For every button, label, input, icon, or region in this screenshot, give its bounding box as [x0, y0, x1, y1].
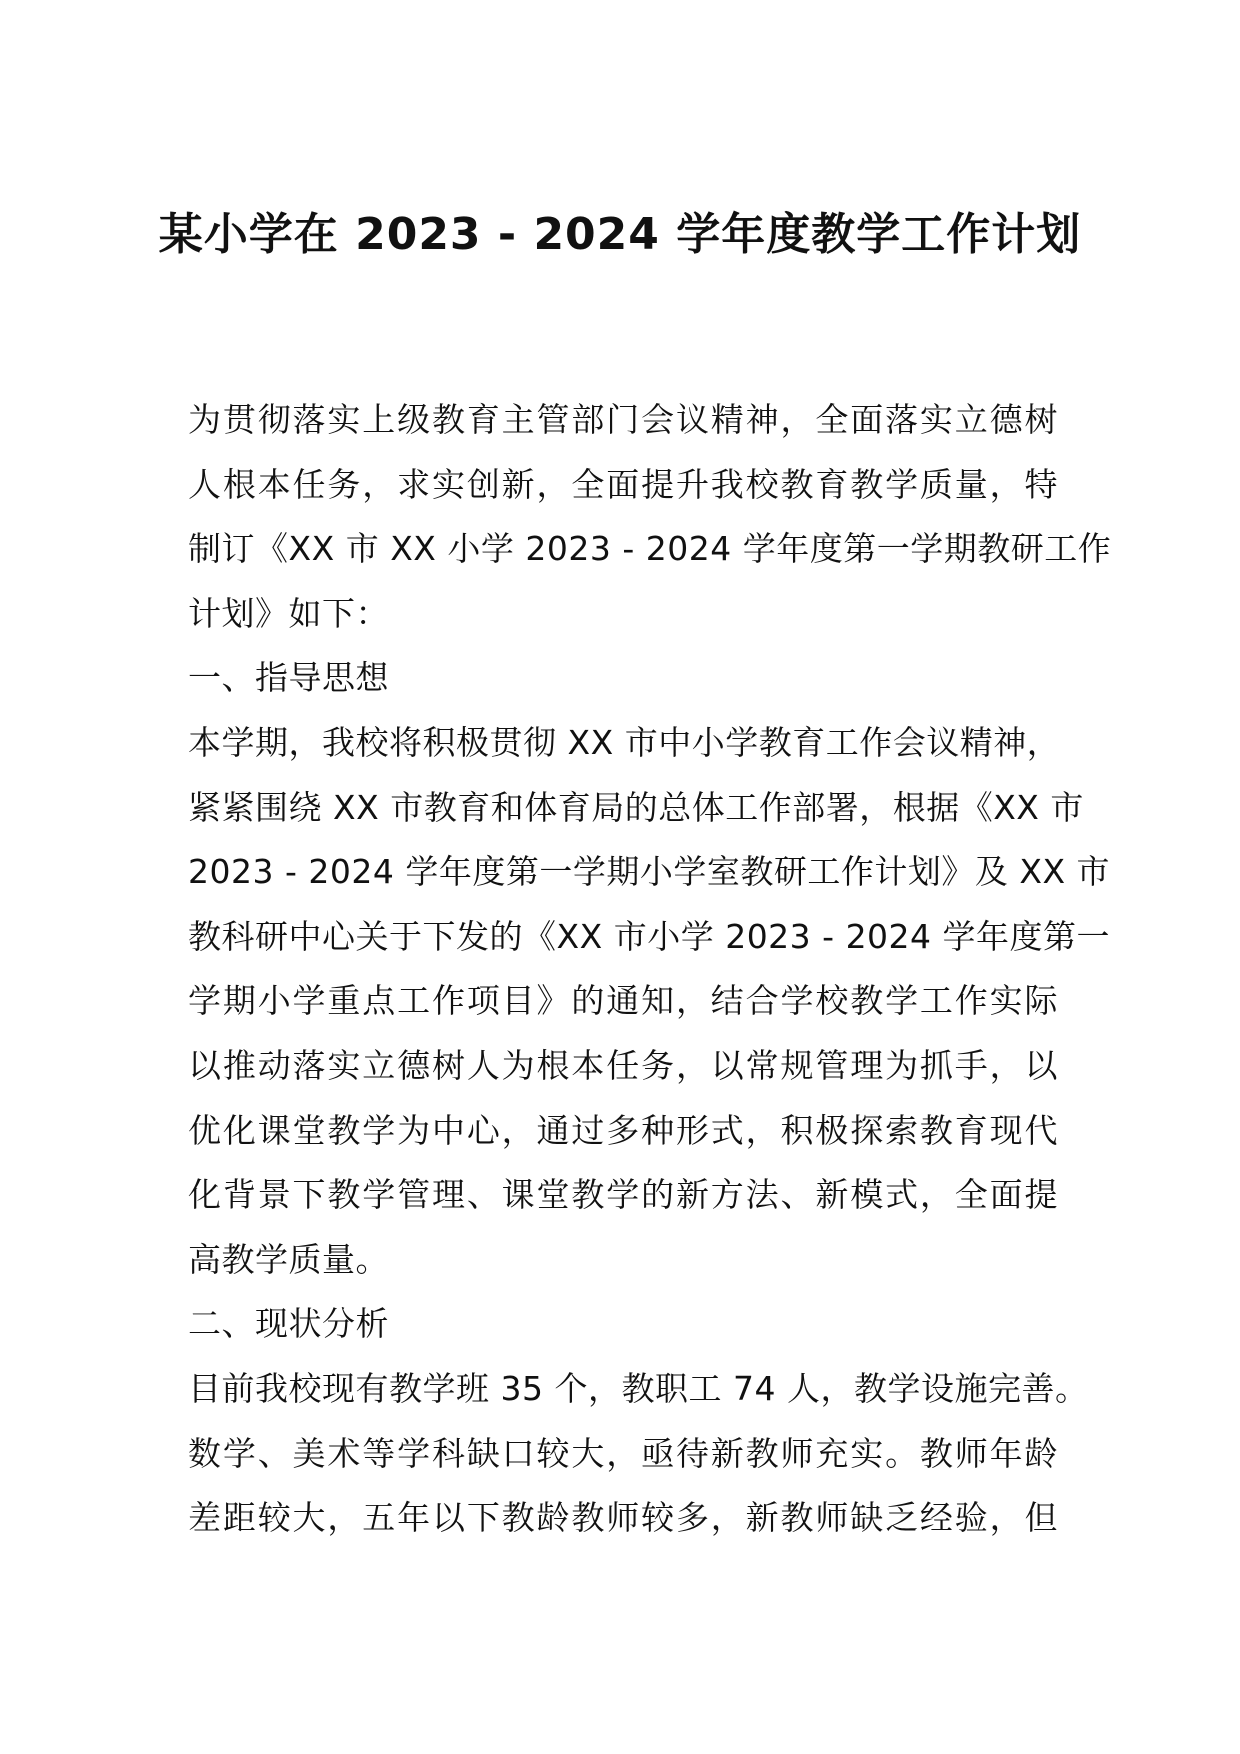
paragraph-line-18: 差距较大，五年以下教龄教师较多，新教师缺乏经验，但 — [188, 1498, 1058, 1538]
paragraph-line-11: 以推动落实立德树人为根本任务，以常规管理为抓手，以 — [188, 1045, 1058, 1085]
paragraph-line-13: 化背景下教学管理、课堂教学的新方法、新模式，全面提 — [188, 1175, 1058, 1215]
paragraph-line-14: 高教学质量。 — [188, 1239, 389, 1279]
document-body — [188, 388, 1112, 1551]
paragraph-line-2: 人根本任务，求实创新，全面提升我校教育教学质量，特 — [188, 464, 1058, 504]
section-heading-guiding-ideology: 一、指导思想 — [188, 658, 389, 698]
paragraph-line-12: 优化课堂教学为中心，通过多种形式，积极探索教育现代 — [188, 1110, 1058, 1150]
paragraph-line-17: 数学、美术等学科缺口较大，亟待新教师充实。教师年龄 — [188, 1433, 1058, 1473]
paragraph-line-6: 本学期，我校将积极贯彻 XX 市中小学教育工作会议精神， — [188, 722, 1061, 762]
paragraph-line-8: 2023 - 2024 学年度第一学期小学室教研工作计划》及 XX 市 — [188, 852, 1111, 892]
paragraph-line-9: 教科研中心关于下发的《XX 市小学 2023 - 2024 学年度第一 — [188, 916, 1111, 956]
paragraph-line-10: 学期小学重点工作项目》的通知，结合学校教学工作实际 — [188, 981, 1058, 1021]
paragraph-line-7: 紧紧围绕 XX 市教育和体育局的总体工作部署，根据《XX 市 — [188, 787, 1084, 827]
paragraph-line-16: 目前我校现有教学班 35 个，教职工 74 人，教学设施完善。 — [188, 1368, 1089, 1408]
paragraph-line-3: 制订《XX 市 XX 小学 2023 - 2024 学年度第一学期教研工作 — [188, 529, 1112, 569]
paragraph-line-4: 计划》如下： — [188, 593, 389, 633]
paragraph-line-1: 为贯彻落实上级教育主管部门会议精神，全面落实立德树 — [188, 400, 1058, 439]
section-heading-status-analysis: 二、现状分析 — [188, 1304, 389, 1344]
document-title: 某小学在 2023 - 2024 学年度教学工作计划 — [158, 209, 1082, 260]
